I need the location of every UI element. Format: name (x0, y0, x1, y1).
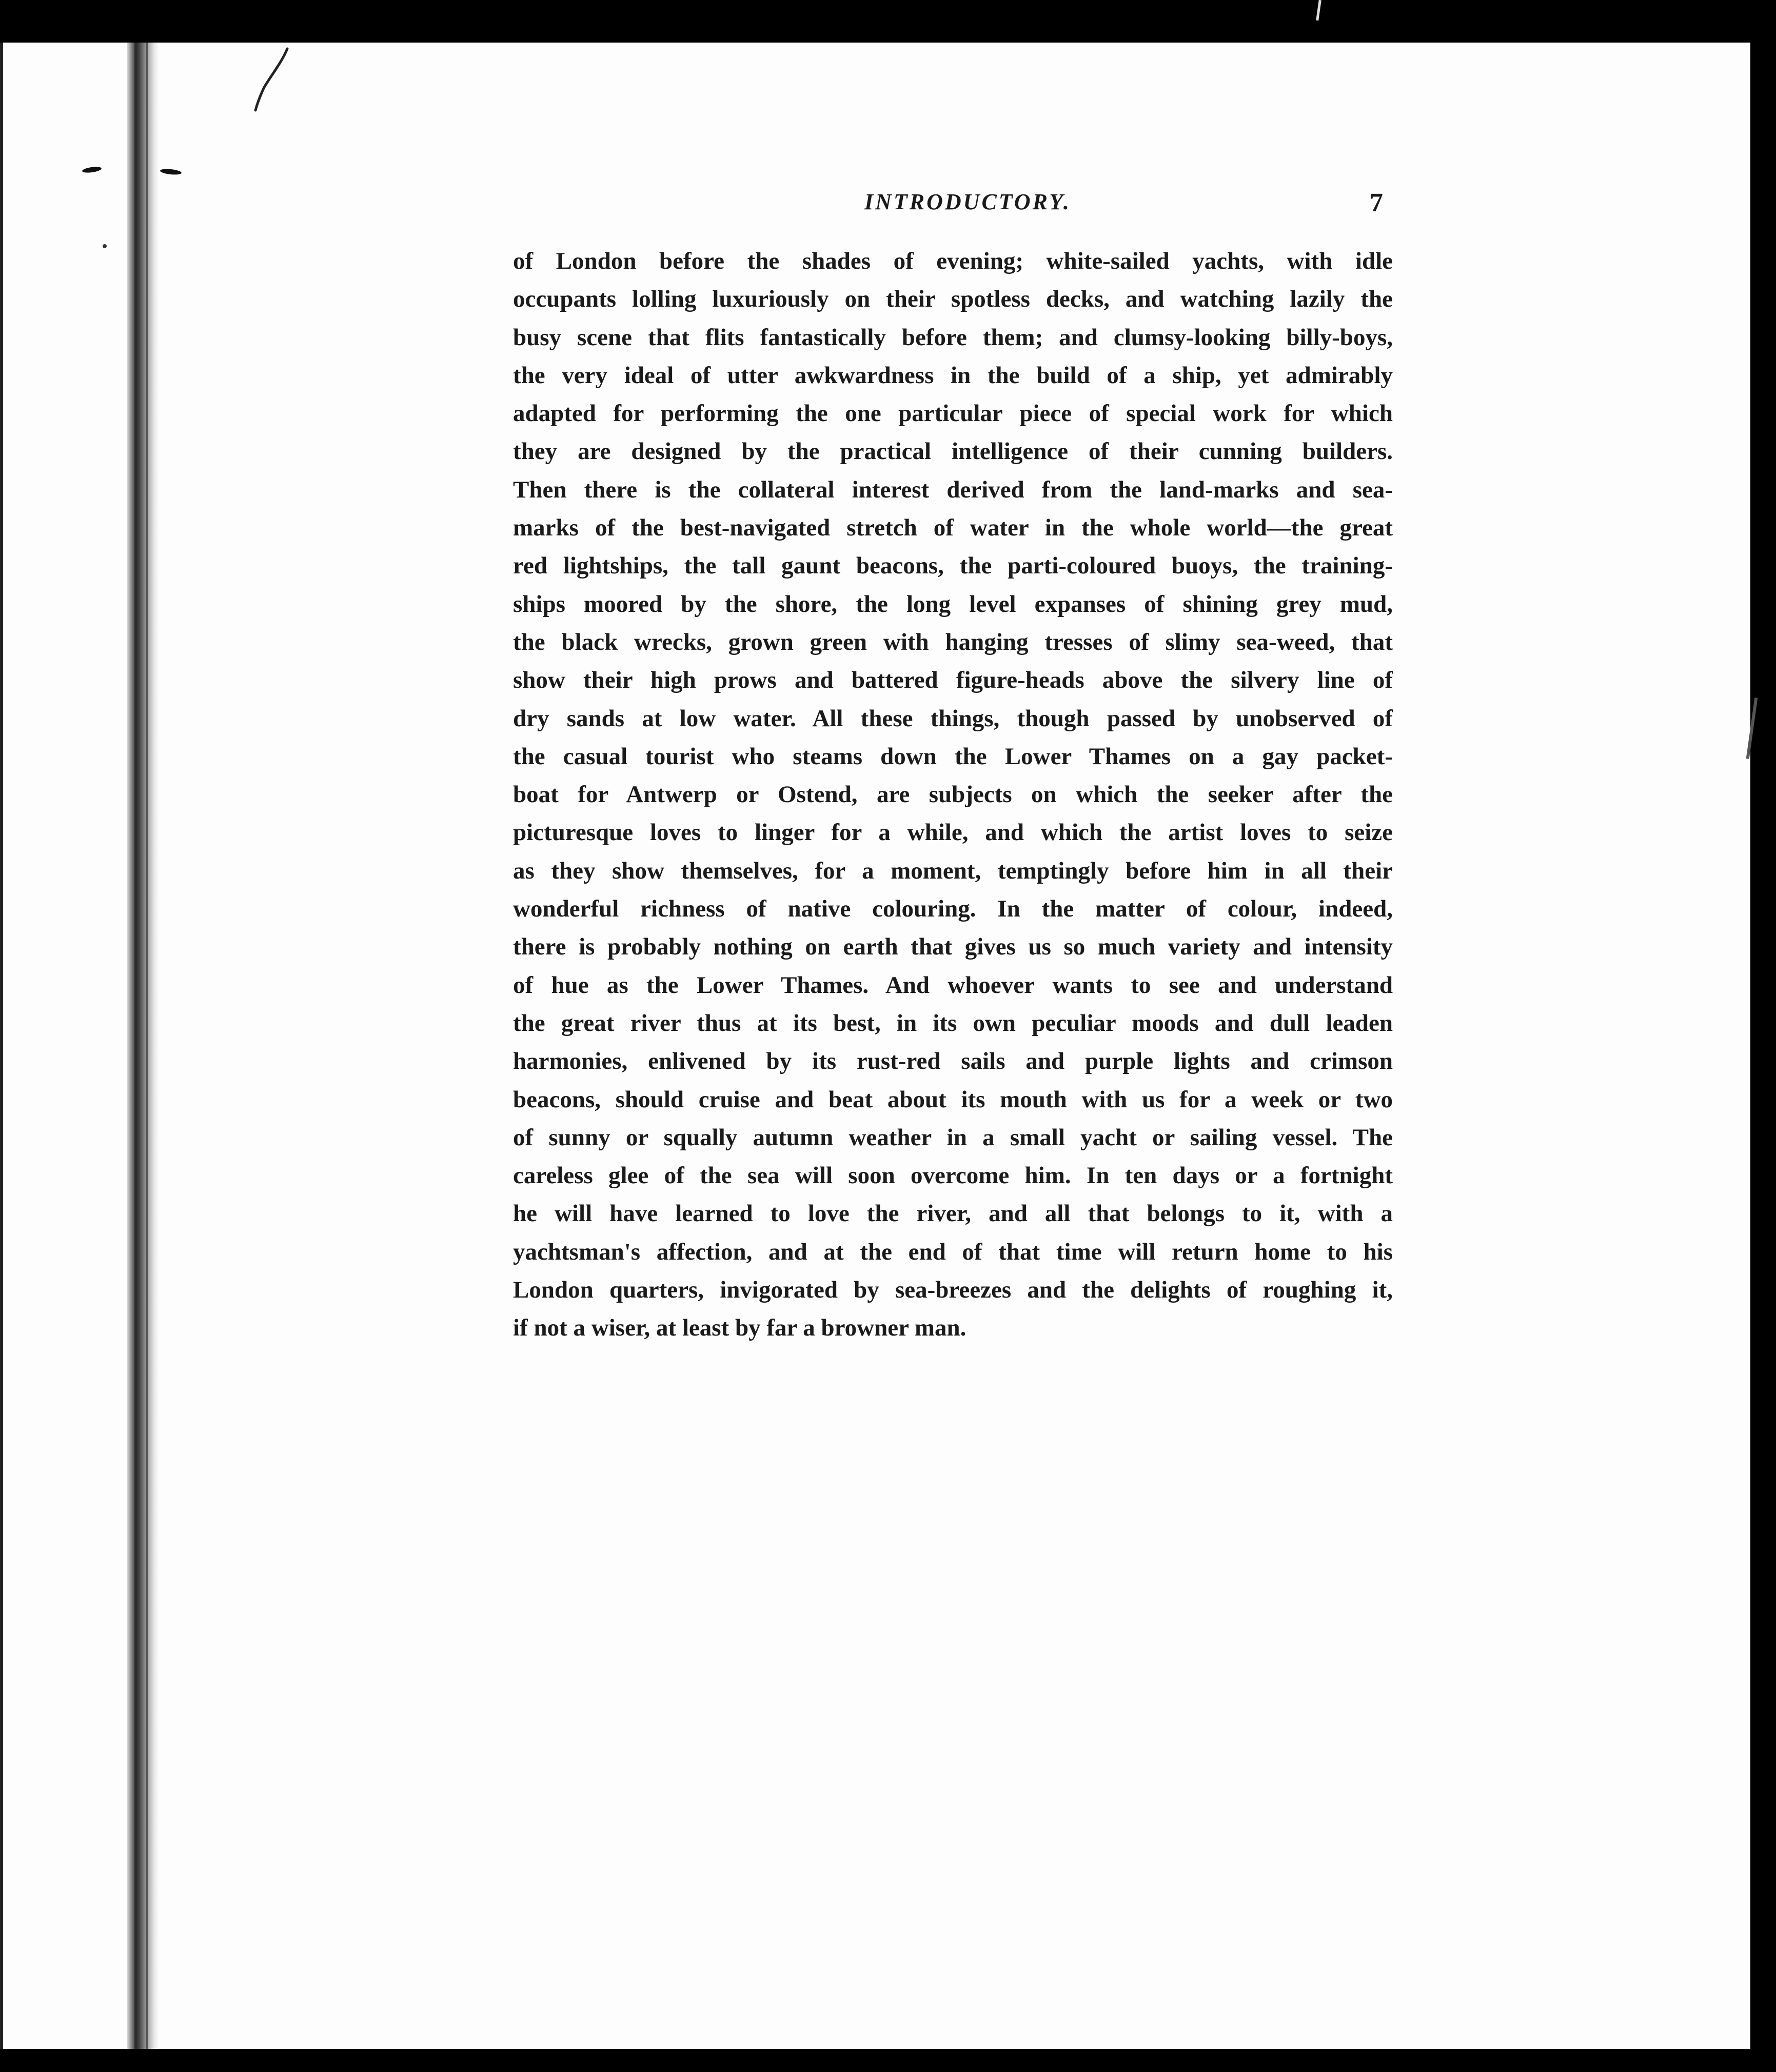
text-line: the great river thus at its best, in its own peculiar moods and dull leaden (513, 1009, 1393, 1037)
running-head: INTRODUCTORY. (864, 189, 1071, 214)
text-line: careless glee of the sea will soon overcome him. In ten days or a fortnight (513, 1162, 1393, 1189)
text-line: there is probably nothing on earth that gives us so much variety and intensity (513, 933, 1393, 961)
text-line: adapted for performing the one particular piece of special work for which (513, 400, 1393, 427)
text-line: wonderful richness of native colouring. In the matter of colour, indeed, (513, 895, 1393, 923)
scan-speck (103, 244, 107, 248)
text-line: the black wrecks, grown green with hanging tresses of slimy sea-weed, that (513, 628, 1393, 655)
binding-gutter-line (134, 43, 137, 2049)
binding-gutter (127, 43, 159, 2049)
text-line: of hue as the Lower Thames. And whoever wants to see and understand (513, 971, 1393, 999)
text-line: yachtsman's affection, and at the end of that time will return home to his (513, 1238, 1393, 1265)
text-line: he will have learned to love the river, and all that belongs to it, with a (513, 1200, 1393, 1227)
text-line: ships moored by the shore, the long level expanses of shining grey mud, (513, 590, 1393, 617)
text-line: they are designed by the practical intelligence of their cunning builders. (513, 438, 1393, 465)
text-line: of sunny or squally autumn weather in a small yacht or sailing vessel. The (513, 1124, 1393, 1151)
text-line: marks of the best-navigated stretch of water in the whole world—the great (513, 514, 1393, 542)
text-line: busy scene that flits fantastically before them; and clumsy-looking billy-boys, (513, 324, 1393, 351)
text-line: dry sands at low water. All these things, though passed by unobserved of (513, 705, 1393, 732)
text-line: red lightships, the tall gaunt beacons, the parti-coloured buoys, the training- (513, 552, 1393, 580)
text-line: of London before the shades of evening; white-sailed yachts, with idle (513, 248, 1393, 274)
text-line: occupants lolling luxuriously on their spotless decks, and watching lazily the (513, 286, 1393, 313)
pencil-mark (251, 46, 292, 113)
text-line: boat for Antwerp or Ostend, are subjects on which the seeker after the (513, 781, 1393, 808)
body-text (513, 242, 1393, 1347)
text-line: Then there is the collateral interest derived from the land-marks and sea- (513, 476, 1393, 503)
page-number: 7 (1370, 188, 1383, 217)
text-line: the very ideal of utter awkwardness in the build of a ship, yet admirably (513, 362, 1393, 389)
text-line: picturesque loves to linger for a while, and which the artist loves to seize (513, 819, 1393, 846)
text-line: as they show themselves, for a moment, temptingly before him in all their (513, 857, 1393, 884)
binding-gutter-line (146, 43, 148, 2049)
text-line: London quarters, invigorated by sea-breezes and the delights of roughing it, (513, 1277, 1393, 1304)
page-left-edge (0, 43, 3, 2049)
text-line: if not a wiser, at least by far a browner man. (513, 1314, 966, 1342)
text-line: beacons, should cruise and beat about its mouth with us for a week or two (513, 1086, 1393, 1113)
text-line: show their high prows and battered figure-heads above the silvery line of (513, 667, 1393, 694)
text-line: the casual tourist who steams down the Lower Thames on a gay packet- (513, 743, 1393, 770)
text-line: harmonies, enlivened by its rust-red sails and purple lights and crimson (513, 1048, 1393, 1075)
